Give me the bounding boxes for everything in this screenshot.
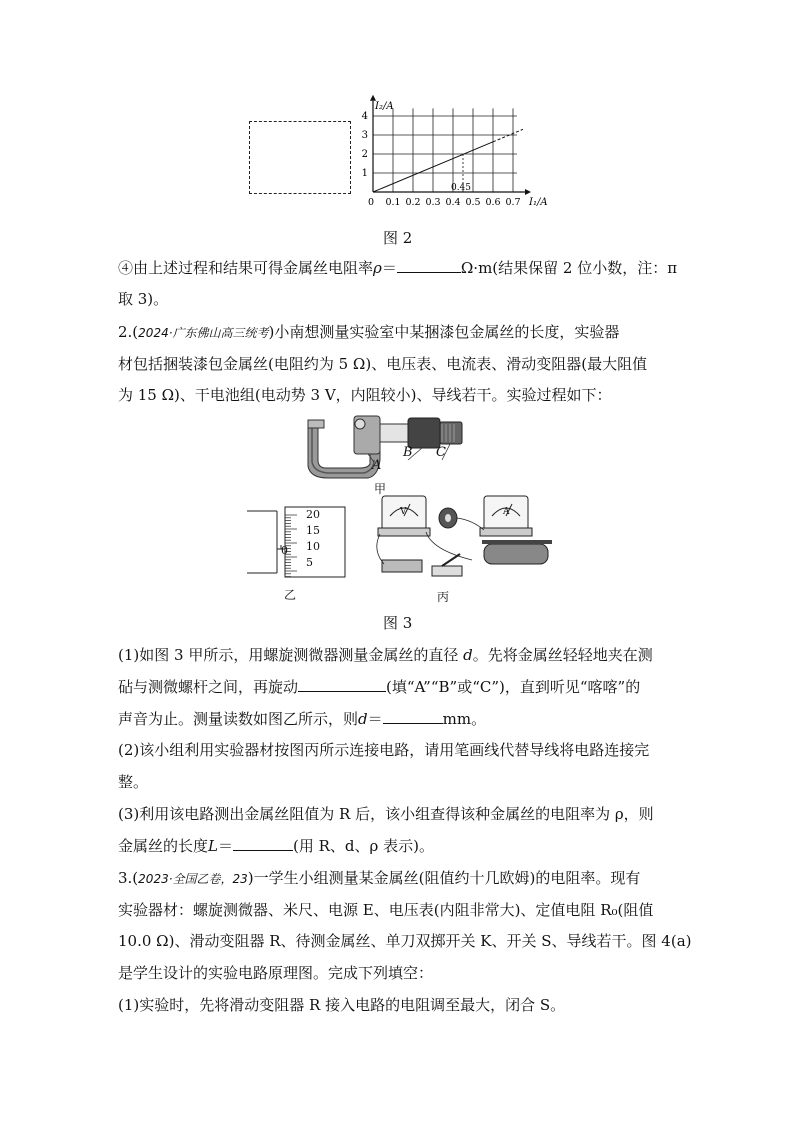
equals-sign-3: ＝: [217, 837, 233, 855]
label-jia: 甲: [374, 482, 387, 496]
d-symbol-2: d: [358, 710, 368, 728]
x-tick-label: 0.2: [405, 197, 421, 208]
q2-text: )小南想测量实验室中某捆漆包金属丝的长度，实验器: [268, 323, 620, 341]
equals-sign: ＝: [381, 259, 397, 277]
q2-number: 2.(: [118, 323, 139, 341]
x-tick-label: 0.1: [385, 197, 401, 208]
y-axis-label: I₂/A: [375, 100, 394, 112]
q2-p1-line3: [118, 709, 486, 729]
x-tick-label: 0.6: [485, 197, 501, 208]
sleeve: [380, 424, 410, 442]
x-tick-label: 0.3: [425, 197, 441, 208]
reading-tick-10: 10: [306, 540, 320, 553]
x-arrow: [525, 189, 531, 195]
chart-marks: [373, 129, 523, 192]
chart-grid: [373, 108, 517, 192]
length-answer-blank[interactable]: [233, 836, 293, 851]
battery: [382, 560, 422, 572]
unit-mm: mm。: [442, 710, 487, 728]
q2-p1-text: (1)如图 3 甲所示，用螺旋测微器测量金属丝的直径: [118, 646, 459, 664]
label-bing: 丙: [437, 590, 450, 604]
y-tick-label: 3: [361, 130, 368, 141]
switch: [432, 566, 462, 576]
q2-p3-text: 金属丝的长度: [118, 837, 209, 855]
q1-4-line2: 取 3)。: [118, 290, 169, 308]
label-A: A: [372, 458, 382, 473]
diameter-answer-blank[interactable]: [383, 709, 443, 724]
label-C: C: [436, 445, 446, 460]
d-symbol: d: [463, 646, 473, 664]
voltmeter-label: V: [400, 507, 407, 517]
q2-p2-line1: (2)该小组利用实验器材按图丙所示连接电路，请用笔画线代替导线将电路连接完: [118, 741, 650, 759]
q2-source: 2024·广东佛山高三统考: [138, 326, 269, 340]
q3-p1: (1)实验时，先将滑动变阻器 R 接入电路的电阻调至最大，闭合 S。: [118, 996, 566, 1014]
q3-line3: 10.0 Ω)、滑动变阻器 R、待测金属丝、单刀双掷开关 K、开关 S、导线若干。图 4(a): [118, 932, 692, 950]
y-tick-label: 2: [361, 149, 368, 160]
q2-p3-text-b: (用 R、d、ρ 表示)。: [293, 837, 434, 855]
circuit-figure: [372, 490, 562, 584]
lock-knob: [355, 419, 365, 429]
label-yi: 乙: [284, 588, 297, 602]
q2-line1: [118, 322, 619, 343]
figure2-chart: [355, 88, 555, 214]
x-tick-label: 0: [367, 197, 375, 208]
knob-answer-blank[interactable]: [298, 677, 386, 692]
anvil: [308, 420, 324, 428]
x-axis-label: I₁/A: [529, 197, 548, 208]
x-tick-label: 0.4: [445, 197, 461, 208]
x-tick-label: 0.7: [505, 197, 521, 208]
q2-p3-line2: [118, 836, 434, 856]
q3-line4: 是学生设计的实验电路原理图。完成下列填空：: [118, 964, 434, 982]
reading-zero: 0: [281, 544, 288, 557]
figure2-caption: 图 2: [383, 229, 413, 247]
q1-4-unit-note: Ω·m(结果保留 2 位小数，注：π: [460, 259, 678, 277]
L-symbol: L: [208, 837, 218, 855]
q2-p1-text-b: 。先将金属丝轻轻地夹在测: [472, 646, 653, 664]
q2-p1-line1: [118, 645, 653, 665]
figure2-blank-box: [249, 121, 351, 194]
ratchet: [440, 422, 462, 444]
q3-line1: [118, 868, 640, 889]
micrometer-reading-figure: [245, 505, 355, 579]
equals-sign-2: ＝: [367, 710, 383, 728]
q2-p3-line1: (3)利用该电路测出金属丝阻值为 R 后，该小组查得该种金属丝的电阻率为 ρ，则: [118, 805, 654, 823]
series-line-extension: [493, 129, 523, 142]
q2-line3: 为 15 Ω)、干电池组(电动势 3 V，内阻较小)、导线若干。实验过程如下：: [118, 386, 612, 404]
annotation-label: 0.45: [450, 183, 472, 193]
q2-p1-text-c: 砧与测微螺杆之间，再旋动: [118, 678, 299, 696]
rho-symbol: ρ: [373, 259, 382, 277]
x-tick-label: 0.5: [465, 197, 481, 208]
y-tick-label: 1: [361, 168, 368, 179]
q3-line2: 实验器材：螺旋测微器、米尺、电源 E、电压表(内阻非常大)、定值电阻 R₀(阻值: [118, 901, 654, 919]
q2-p1-text-d: (填“A”“B”或“C”)，直到听见“喀喀”的: [386, 678, 641, 696]
ammeter-label: A: [503, 507, 510, 517]
q1-4-line1: [118, 258, 677, 278]
figure3-caption: 图 3: [383, 614, 413, 632]
reading-tick-15: 15: [306, 524, 320, 537]
rheostat: [484, 544, 548, 564]
label-B: B: [403, 445, 413, 460]
rho-answer-blank[interactable]: [397, 258, 461, 273]
q2-p1-line2: [118, 677, 640, 697]
q3-number: 3.(: [118, 869, 139, 887]
q3-source: 2023·全国乙卷，23: [138, 872, 248, 886]
reading-tick-20: 20: [306, 508, 320, 521]
q2-p2-line2: 整。: [118, 773, 149, 791]
q1-4-text: ④由上述过程和结果可得金属丝电阻率: [118, 259, 374, 277]
thimble: [408, 418, 440, 448]
reading-tick-5: 5: [306, 556, 313, 569]
q3-text: )一学生小组测量某金属丝(阻值约十几欧姆)的电阻率。现有: [247, 869, 641, 887]
chart-axes: [370, 95, 531, 195]
q2-line2: 材包括捆装漆包金属丝(电阻约为 5 Ω)、电压表、电流表、滑动变阻器(最大阻值: [118, 355, 648, 373]
q2-p1-text-e: 声音为止。测量读数如图乙所示，则: [118, 710, 359, 728]
y-tick-label: 4: [361, 111, 368, 122]
